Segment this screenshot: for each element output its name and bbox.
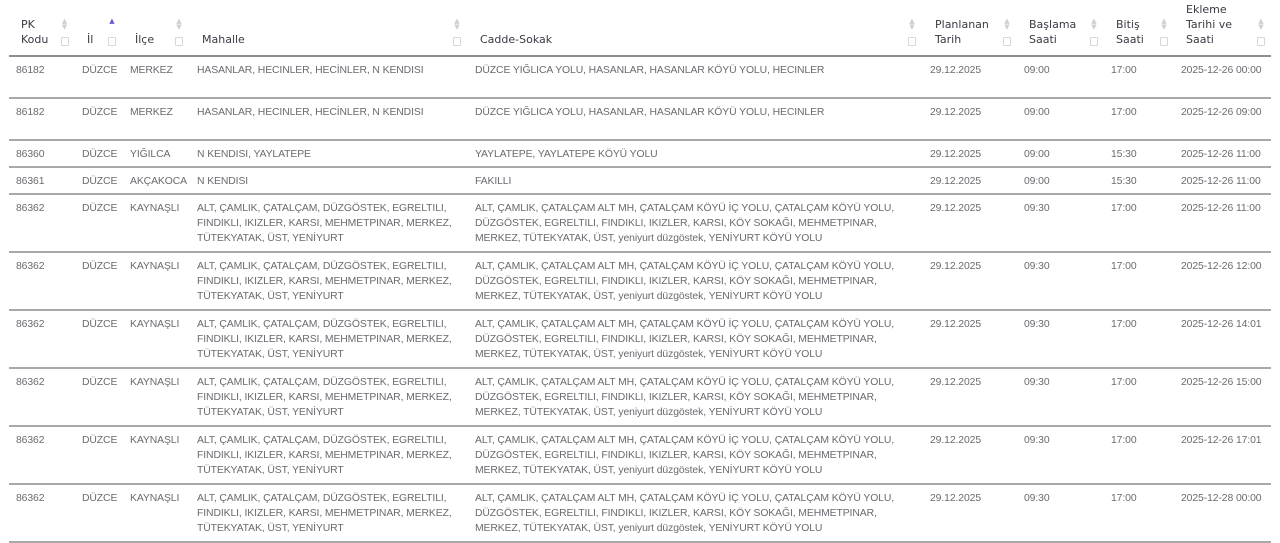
sort-up-down-icon[interactable]: ▲ ▼ <box>1091 17 1097 31</box>
cell-cadde: DÜZCE YIĞLICA YOLU, HASANLAR, HASANLAR KÖYÜ YOLU, HECINLER <box>468 98 923 140</box>
cell-mahalle: ALT, ÇAMLIK, ÇATALÇAM, DÜZGÖSTEK, EGRELTILI, FINDIKLI, IKIZLER, KARSI, MEHMETPINAR, MERKEZ, TÜTEKYATAK, ÜST, YENİYURT <box>190 194 468 252</box>
cell-ilce: YIĞILCA <box>123 140 190 167</box>
sort-up-down-icon[interactable]: ▲ ▼ <box>1258 17 1264 31</box>
column-label: İlçe <box>135 33 155 46</box>
cell-cadde: ALT, ÇAMLIK, ÇATALÇAM ALT MH, ÇATALÇAM KÖYÜ İÇ YOLU, ÇATALÇAM KÖYÜ YOLU, DÜZGÖSTEK, EGRELTILI, FINDIKLI, IKIZLER, KARSI, KÖY SOKAĞI, MEHMETPINAR, MERKEZ, TÜTEKYATAK, ÜST, yeniyurt düzgöstek, YENİYURT KÖYÜ YOLU <box>468 426 923 484</box>
table-row[interactable] <box>9 140 1271 167</box>
cell-il: DÜZCE <box>75 484 123 542</box>
cell-plan: 29.12.2025 <box>923 98 1017 140</box>
cell-bitis: 15:30 <box>1104 167 1174 194</box>
cell-mahalle: N KENDISI <box>190 167 468 194</box>
filter-checkbox-icon[interactable] <box>1160 37 1168 46</box>
sort-up-down-icon[interactable]: ▲ ▼ <box>176 17 182 31</box>
filter-checkbox-icon[interactable] <box>108 37 116 46</box>
cell-pk: 86361 <box>9 167 75 194</box>
cell-mahalle: ALT, ÇAMLIK, ÇATALÇAM, DÜZGÖSTEK, EGRELTILI, FINDIKLI, IKIZLER, KARSI, MEHMETPINAR, MERKEZ, TÜTEKYATAK, ÜST, YENİYURT <box>190 484 468 542</box>
sort-up-down-icon[interactable]: ▲ ▼ <box>61 17 68 31</box>
cell-mahalle: HASANLAR, HECINLER, HECİNLER, N KENDISI <box>190 56 468 98</box>
cell-pk: 86360 <box>9 140 75 167</box>
cell-cadde: ALT, ÇAMLIK, ÇATALÇAM ALT MH, ÇATALÇAM KÖYÜ İÇ YOLU, ÇATALÇAM KÖYÜ YOLU, DÜZGÖSTEK, EGRELTILI, FINDIKLI, IKIZLER, KARSI, KÖY SOKAĞI, MEHMETPINAR, MERKEZ, TÜTEKYATAK, ÜST, yeniyurt düzgöstek, YENİYURT KÖYÜ YOLU <box>468 368 923 426</box>
cell-bitis: 17:00 <box>1104 484 1174 542</box>
cell-plan: 29.12.2025 <box>923 140 1017 167</box>
cell-pk: 86362 <box>9 194 75 252</box>
cell-plan: 29.12.2025 <box>923 310 1017 368</box>
column-header-baslama[interactable] <box>1017 0 1104 56</box>
cell-bitis: 17:00 <box>1104 194 1174 252</box>
filter-checkbox-icon[interactable] <box>61 37 69 46</box>
cell-baslama: 09:30 <box>1017 484 1104 542</box>
cell-cadde: DÜZCE YIĞLICA YOLU, HASANLAR, HASANLAR KÖYÜ YOLU, HECINLER <box>468 56 923 98</box>
cell-cadde: ALT, ÇAMLIK, ÇATALÇAM ALT MH, ÇATALÇAM KÖYÜ İÇ YOLU, ÇATALÇAM KÖYÜ YOLU, DÜZGÖSTEK, EGRELTILI, FINDIKLI, IKIZLER, KARSI, KÖY SOKAĞI, MEHMETPINAR, MERKEZ, TÜTEKYATAK, ÜST, yeniyurt düzgöstek, YENİYURT KÖYÜ YOLU <box>468 310 923 368</box>
filter-checkbox-icon[interactable] <box>453 37 461 46</box>
cell-baslama: 09:00 <box>1017 167 1104 194</box>
cell-plan: 29.12.2025 <box>923 252 1017 310</box>
filter-checkbox-icon[interactable] <box>175 37 183 46</box>
cell-ekleme: 2025-12-26 15:00 <box>1174 368 1271 426</box>
cell-plan: 29.12.2025 <box>923 56 1017 98</box>
cell-ilce: KAYNAŞLI <box>123 426 190 484</box>
cell-il: DÜZCE <box>75 194 123 252</box>
cell-ilce: AKÇAKOCA <box>123 167 190 194</box>
filter-checkbox-icon[interactable] <box>1257 37 1265 46</box>
sort-control[interactable] <box>907 3 917 47</box>
column-header-il[interactable] <box>75 0 123 56</box>
cell-pk: 86362 <box>9 252 75 310</box>
filter-checkbox-icon[interactable] <box>1003 37 1011 46</box>
cell-bitis: 17:00 <box>1104 368 1174 426</box>
table-row[interactable] <box>9 310 1271 368</box>
cell-baslama: 09:00 <box>1017 56 1104 98</box>
sort-control[interactable] <box>1003 3 1011 47</box>
column-header-pk[interactable] <box>9 0 75 56</box>
table-row[interactable] <box>9 98 1271 140</box>
cell-pk: 86362 <box>9 310 75 368</box>
cell-mahalle: ALT, ÇAMLIK, ÇATALÇAM, DÜZGÖSTEK, EGRELTILI, FINDIKLI, IKIZLER, KARSI, MEHMETPINAR, MERKEZ, TÜTEKYATAK, ÜST, YENİYURT <box>190 426 468 484</box>
sort-control[interactable] <box>1090 3 1098 47</box>
cell-mahalle: ALT, ÇAMLIK, ÇATALÇAM, DÜZGÖSTEK, EGRELTILI, FINDIKLI, IKIZLER, KARSI, MEHMETPINAR, MERKEZ, TÜTEKYATAK, ÜST, YENİYURT <box>190 252 468 310</box>
column-label: Başlama Saati <box>1029 18 1077 46</box>
filter-checkbox-icon[interactable] <box>1090 37 1098 46</box>
cell-baslama: 09:00 <box>1017 98 1104 140</box>
table-row[interactable] <box>9 167 1271 194</box>
cell-mahalle: ALT, ÇAMLIK, ÇATALÇAM, DÜZGÖSTEK, EGRELTILI, FINDIKLI, IKIZLER, KARSI, MEHMETPINAR, MERKEZ, TÜTEKYATAK, ÜST, YENİYURT <box>190 310 468 368</box>
sort-control[interactable] <box>60 3 69 47</box>
table-row[interactable] <box>9 484 1271 542</box>
sort-control[interactable] <box>452 3 462 47</box>
column-label: İl <box>87 33 94 46</box>
cell-ilce: KAYNAŞLI <box>123 310 190 368</box>
cell-pk: 86182 <box>9 98 75 140</box>
cell-il: DÜZCE <box>75 310 123 368</box>
cell-ekleme: 2025-12-26 00:00 <box>1174 56 1271 98</box>
cell-bitis: 15:30 <box>1104 140 1174 167</box>
outage-table-container <box>9 0 1271 543</box>
cell-baslama: 09:30 <box>1017 426 1104 484</box>
cell-bitis: 17:00 <box>1104 98 1174 140</box>
cell-ilce: MERKEZ <box>123 56 190 98</box>
cell-mahalle: HASANLAR, HECINLER, HECİNLER, N KENDISI <box>190 98 468 140</box>
column-label: Cadde-Sokak <box>480 33 553 46</box>
cell-il: DÜZCE <box>75 56 123 98</box>
cell-il: DÜZCE <box>75 426 123 484</box>
sort-up-down-icon[interactable]: ▲ ▼ <box>909 17 915 31</box>
cell-plan: 29.12.2025 <box>923 484 1017 542</box>
cell-il: DÜZCE <box>75 252 123 310</box>
table-row[interactable] <box>9 426 1271 484</box>
cell-bitis: 17:00 <box>1104 56 1174 98</box>
cell-ekleme: 2025-12-26 11:00 <box>1174 167 1271 194</box>
cell-il: DÜZCE <box>75 167 123 194</box>
column-label: Mahalle <box>202 33 245 46</box>
sort-control[interactable] <box>1160 3 1168 47</box>
cell-pk: 86362 <box>9 368 75 426</box>
table-row[interactable] <box>9 194 1271 252</box>
cell-pk: 86362 <box>9 484 75 542</box>
sort-control[interactable] <box>1257 3 1265 47</box>
table-row[interactable] <box>9 252 1271 310</box>
cell-il: DÜZCE <box>75 98 123 140</box>
table-row[interactable] <box>9 368 1271 426</box>
sort-control[interactable] <box>107 3 117 47</box>
cell-plan: 29.12.2025 <box>923 167 1017 194</box>
sort-up-down-icon[interactable]: ▲ <box>109 17 115 25</box>
column-header-ekleme[interactable] <box>1174 0 1271 56</box>
cell-baslama: 09:00 <box>1017 140 1104 167</box>
cell-cadde: YAYLATEPE, YAYLATEPE KÖYÜ YOLU <box>468 140 923 167</box>
sort-up-down-icon[interactable]: ▲ ▼ <box>1161 17 1167 31</box>
cell-ilce: KAYNAŞLI <box>123 368 190 426</box>
cell-ekleme: 2025-12-26 17:01 <box>1174 426 1271 484</box>
filter-checkbox-icon[interactable] <box>908 37 916 46</box>
cell-ilce: KAYNAŞLI <box>123 194 190 252</box>
cell-cadde: FAKILLI <box>468 167 923 194</box>
sort-up-down-icon[interactable]: ▲ ▼ <box>1004 17 1010 31</box>
cell-pk: 86362 <box>9 426 75 484</box>
cell-bitis: 17:00 <box>1104 310 1174 368</box>
cell-cadde: ALT, ÇAMLIK, ÇATALÇAM ALT MH, ÇATALÇAM KÖYÜ İÇ YOLU, ÇATALÇAM KÖYÜ YOLU, DÜZGÖSTEK, EGRELTILI, FINDIKLI, IKIZLER, KARSI, KÖY SOKAĞI, MEHMETPINAR, MERKEZ, TÜTEKYATAK, ÜST, yeniyurt düzgöstek, YENİYURT KÖYÜ YOLU <box>468 252 923 310</box>
sort-control[interactable] <box>174 3 184 47</box>
outage-table <box>9 0 1271 543</box>
column-header-bitis[interactable] <box>1104 0 1174 56</box>
column-label: Ekleme Tarihi ve Saati <box>1186 3 1233 46</box>
cell-cadde: ALT, ÇAMLIK, ÇATALÇAM ALT MH, ÇATALÇAM KÖYÜ İÇ YOLU, ÇATALÇAM KÖYÜ YOLU, DÜZGÖSTEK, EGRELTILI, FINDIKLI, IKIZLER, KARSI, KÖY SOKAĞI, MEHMETPINAR, MERKEZ, TÜTEKYATAK, ÜST, yeniyurt düzgöstek, YENİYURT KÖYÜ YOLU <box>468 194 923 252</box>
column-label: Planlanan Tarih <box>935 18 989 46</box>
sort-up-down-icon[interactable]: ▲ ▼ <box>454 17 460 31</box>
cell-ekleme: 2025-12-26 14:01 <box>1174 310 1271 368</box>
cell-bitis: 17:00 <box>1104 426 1174 484</box>
table-row[interactable] <box>9 56 1271 98</box>
column-header-ilce[interactable] <box>123 0 190 56</box>
cell-plan: 29.12.2025 <box>923 368 1017 426</box>
cell-plan: 29.12.2025 <box>923 426 1017 484</box>
cell-il: DÜZCE <box>75 368 123 426</box>
cell-ekleme: 2025-12-26 11:00 <box>1174 140 1271 167</box>
cell-baslama: 09:30 <box>1017 310 1104 368</box>
cell-mahalle: N KENDISI, YAYLATEPE <box>190 140 468 167</box>
cell-ilce: KAYNAŞLI <box>123 484 190 542</box>
cell-ilce: MERKEZ <box>123 98 190 140</box>
column-header-mahalle[interactable] <box>190 0 468 56</box>
column-header-plan[interactable] <box>923 0 1017 56</box>
cell-ekleme: 2025-12-26 09:00 <box>1174 98 1271 140</box>
cell-baslama: 09:30 <box>1017 368 1104 426</box>
column-label: PK Kodu <box>21 18 49 46</box>
cell-ekleme: 2025-12-28 00:00 <box>1174 484 1271 542</box>
cell-pk: 86182 <box>9 56 75 98</box>
cell-ekleme: 2025-12-26 11:00 <box>1174 194 1271 252</box>
cell-ilce: KAYNAŞLI <box>123 252 190 310</box>
cell-ekleme: 2025-12-26 12:00 <box>1174 252 1271 310</box>
column-header-cadde[interactable] <box>468 0 923 56</box>
cell-baslama: 09:30 <box>1017 194 1104 252</box>
column-label: Bitiş Saati <box>1116 18 1144 46</box>
cell-il: DÜZCE <box>75 140 123 167</box>
header-row <box>9 0 1271 56</box>
cell-mahalle: ALT, ÇAMLIK, ÇATALÇAM, DÜZGÖSTEK, EGRELTILI, FINDIKLI, IKIZLER, KARSI, MEHMETPINAR, MERKEZ, TÜTEKYATAK, ÜST, YENİYURT <box>190 368 468 426</box>
table-body <box>9 56 1271 542</box>
cell-cadde: ALT, ÇAMLIK, ÇATALÇAM ALT MH, ÇATALÇAM KÖYÜ İÇ YOLU, ÇATALÇAM KÖYÜ YOLU, DÜZGÖSTEK, EGRELTILI, FINDIKLI, IKIZLER, KARSI, KÖY SOKAĞI, MEHMETPINAR, MERKEZ, TÜTEKYATAK, ÜST, yeniyurt düzgöstek, YENİYURT KÖYÜ YOLU <box>468 484 923 542</box>
cell-plan: 29.12.2025 <box>923 194 1017 252</box>
cell-baslama: 09:30 <box>1017 252 1104 310</box>
cell-bitis: 17:00 <box>1104 252 1174 310</box>
